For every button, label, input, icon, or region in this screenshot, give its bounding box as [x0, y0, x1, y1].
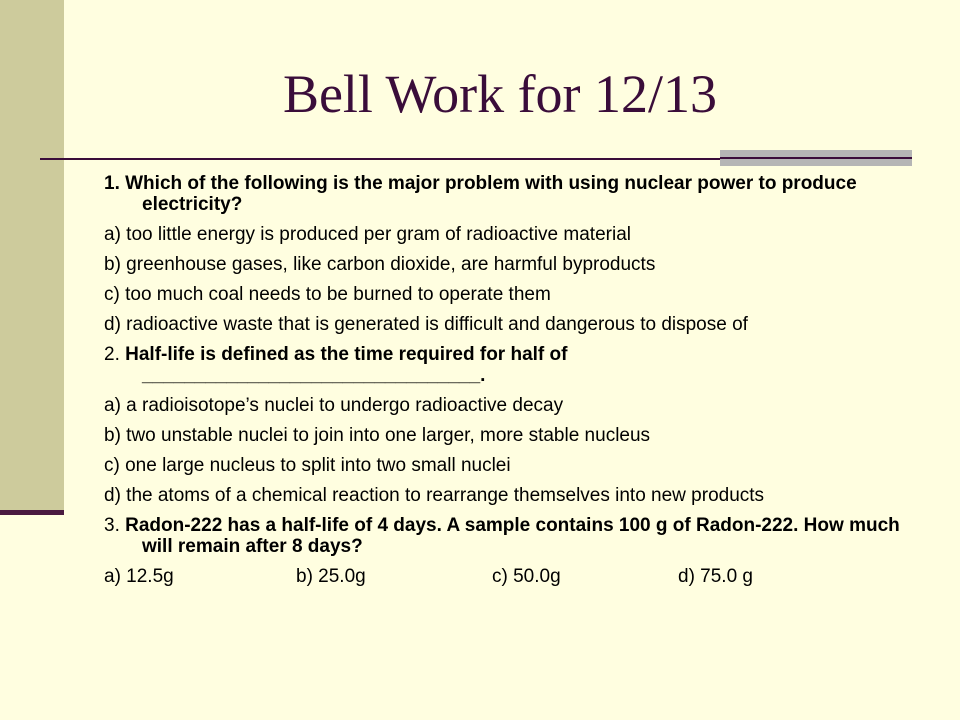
- question-3-number: 3.: [104, 515, 126, 536]
- title-divider-line: [40, 158, 730, 160]
- q2-option-d: d) the atoms of a chemical reaction to rearrange themselves into new products: [104, 485, 765, 506]
- q3-options-row: [104, 566, 904, 587]
- q2-option-b: b) two unstable nuclei to join into one larger, more stable nucleus: [104, 425, 651, 446]
- question-3: [104, 515, 904, 557]
- question-2-blank: ________________________________.: [142, 365, 486, 386]
- q3-option-b: b) 25.0g: [296, 566, 366, 587]
- q2-option-c: c) one large nucleus to split into two small nuclei: [104, 455, 511, 476]
- q2-option-a: a) a radioisotope’s nuclei to undergo radioactive decay: [104, 395, 564, 416]
- q3-option-a: a) 12.5g: [104, 566, 174, 587]
- question-2-number: 2.: [104, 344, 126, 365]
- question-2-text: Half-life is defined as the time required for half of: [125, 344, 568, 365]
- question-1: 1. Which of the following is the major problem with using nuclear power to produce electricity?: [104, 173, 857, 215]
- title-divider-accent: [720, 150, 912, 166]
- q3-option-d: d) 75.0 g: [678, 566, 753, 587]
- q1-option-c: c) too much coal needs to be burned to operate them: [104, 284, 551, 305]
- question-3-text: Radon-222 has a half-life of 4 days. A sample contains 100 g of Radon-222. How much will remain after 8 days?: [125, 515, 900, 557]
- q1-option-a: a) too little energy is produced per gram of radioactive material: [104, 224, 631, 245]
- slide-title: Bell Work for 12/13: [282, 64, 718, 124]
- side-decoration-bar: [0, 0, 64, 512]
- side-accent-line: [0, 510, 64, 515]
- slide-body: [104, 173, 904, 587]
- q1-option-d: d) radioactive waste that is generated is difficult and dangerous to dispose of: [104, 314, 748, 335]
- q1-option-b: b) greenhouse gases, like carbon dioxide, are harmful byproducts: [104, 254, 656, 275]
- q3-option-c: c) 50.0g: [492, 566, 561, 587]
- question-2: [104, 344, 904, 365]
